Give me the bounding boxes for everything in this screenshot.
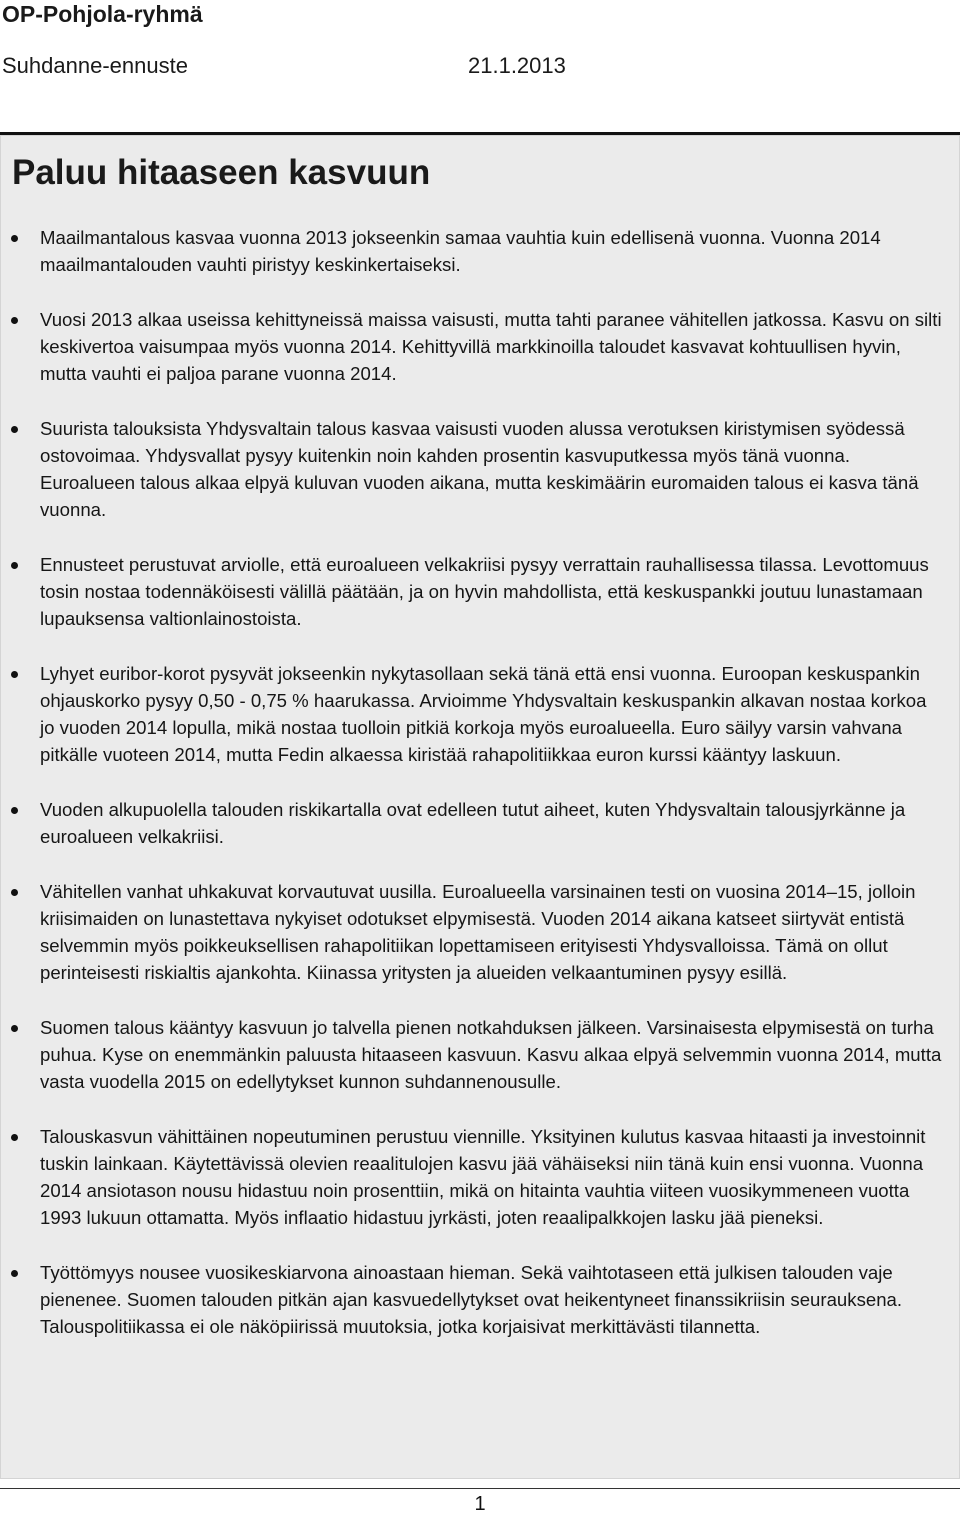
list-item [0, 551, 945, 632]
list-item [0, 306, 945, 387]
list-item-text: Suomen talous kääntyy kasvuun jo talvella pienen notkahduksen jälkeen. Varsinaisesta elpymisestä on turha puhua. Kyse on enemmänkin paluusta hitaaseen kasvuun. Kasvu alkaa elpyä selvemmin vuonna 2014, mutta vasta vuodella 2015 on edellytykset kunnon suhdannenousulle. [40, 1017, 942, 1092]
bullet-icon [11, 807, 18, 814]
list-item-text: Lyhyet euribor-korot pysyvät jokseenkin nykytasollaan sekä tänä että ensi vuonna. Euroopan keskuspankin ohjauskorko pysyy 0,50 - 0,75 % haarukassa. Arvioimme Yhdysvaltain keskuspankin alkavan nostaa korkoa jo vuoden 2014 lopulla, mikä nostaa tuolloin pitkiä korkoja myös euroalueella. Euro säilyy varsin vahvana pitkälle vuoteen 2014, mutta Fedin alkaessa kiristää rahapolitiikkaa euron kurssi kääntyy laskuun. [40, 663, 927, 765]
bullet-icon [11, 1134, 18, 1141]
list-item-text: Työttömyys nousee vuosikeskiarvona ainoastaan hieman. Sekä vaihtotaseen että julkisen talouden vaje pienenee. Suomen talouden pitkän ajan kasvuedellytykset ovat heikentyneet finanssikriisin seurauksena. Talouspolitiikassa ei ole näköpiirissä muutoksia, jotka korjaisivat merkittävästi tilannetta. [40, 1262, 903, 1337]
bullet-icon [11, 426, 18, 433]
document-type: Suhdanne-ennuste [2, 53, 188, 78]
bullet-icon [11, 889, 18, 896]
list-item [0, 1014, 945, 1095]
list-item-text: Suurista talouksista Yhdysvaltain talous kasvaa vaisusti vuoden alussa verotuksen kiristymisen syödessä ostovoimaa. Yhdysvallat pysyy kuitenkin noin kahden prosentin kasvuputkessa myös tänä vuonna. Euroalueen talous alkaa elpyä kuluvan vuoden aikana, mutta keskimäärin euromaiden talous ei kasva tänä vuonna. [40, 418, 919, 520]
page-title: Paluu hitaaseen kasvuun [12, 153, 431, 192]
list-item-text: Vuosi 2013 alkaa useissa kehittyneissä maissa vaisusti, mutta tahti paranee vähitellen jatkossa. Kasvu on silti keskivertoa vaisumpaa myös vuonna 2014. Kehittyvillä markkinoilla taloudet kasvavat kohtuullisen hyvin, mutta vauhti ei paljoa parane vuonna 2014. [40, 309, 942, 384]
organization-name: OP-Pohjola-ryhmä [2, 1, 203, 27]
list-item [0, 1123, 945, 1231]
bullet-icon [11, 1270, 18, 1277]
bullet-icon [11, 562, 18, 569]
list-item-text: Talouskasvun vähittäinen nopeutuminen perustuu viennille. Yksityinen kulutus kasvaa hitaasti ja investoinnit tuskin lainkaan. Käytettävissä olevien reaalitulojen kasvu jää vähäiseksi niin tänä kuin ensi vuonna. Vuonna 2014 ansiotason nousu hidastuu noin prosenttiin, mikä on hitainta vauhtia viiteen vuosikymmeneen vuotta 1993 lukuun ottamatta. Myös inflaatio hidastuu jyrkästi, joten reaalipalkkojen lasku jää pieneksi. [40, 1126, 926, 1228]
document-date: 21.1.2013 [468, 53, 566, 78]
list-item-text: Ennusteet perustuvat arviolle, että euroalueen velkakriisi pysyy verrattain rauhallisessa tilassa. Levottomuus tosin nostaa todennäköisesti välillä päätään, ja on hyvin mahdollista, että keskuspankki joutuu lunastamaan lupauksensa valtionlainostoista. [40, 554, 929, 629]
footer-divider [0, 1488, 960, 1489]
bullet-icon [11, 671, 18, 678]
bullet-icon [11, 235, 18, 242]
bullet-icon [11, 1025, 18, 1032]
list-item-text: Vähitellen vanhat uhkakuvat korvautuvat uusilla. Euroalueella varsinainen testi on vuosina 2014–15, jolloin kriisimaiden on lunastettava nykyiset odotukset elpymisestä. Vuoden 2014 aikana katseet siirtyvät entistä selvemmin myös poikkeuksellisen rahapolitiikan lopettamiseen erityisesti Yhdysvalloissa. Tämä on ollut perinteisesti riskialtis ajankohta. Kiinassa yritysten ja alueiden velkaantuminen pysyy esillä. [40, 881, 916, 983]
bullet-icon [11, 317, 18, 324]
list-item [0, 796, 945, 850]
list-item [0, 415, 945, 523]
page-number: 1 [474, 1493, 486, 1515]
list-item-text: Maailmantalous kasvaa vuonna 2013 jokseenkin samaa vauhtia kuin edellisenä vuonna. Vuonna 2014 maailmantalouden vauhti piristyy keskinkertaiseksi. [40, 227, 881, 275]
list-item [0, 878, 945, 986]
summary-bullet-list [0, 224, 945, 1368]
list-item [0, 1259, 945, 1340]
list-item-text: Vuoden alkupuolella talouden riskikartalla ovat edelleen tutut aiheet, kuten Yhdysvaltain talousjyrkänne ja euroalueen velkakriisi. [40, 799, 906, 847]
list-item [0, 660, 945, 768]
list-item [0, 224, 945, 278]
